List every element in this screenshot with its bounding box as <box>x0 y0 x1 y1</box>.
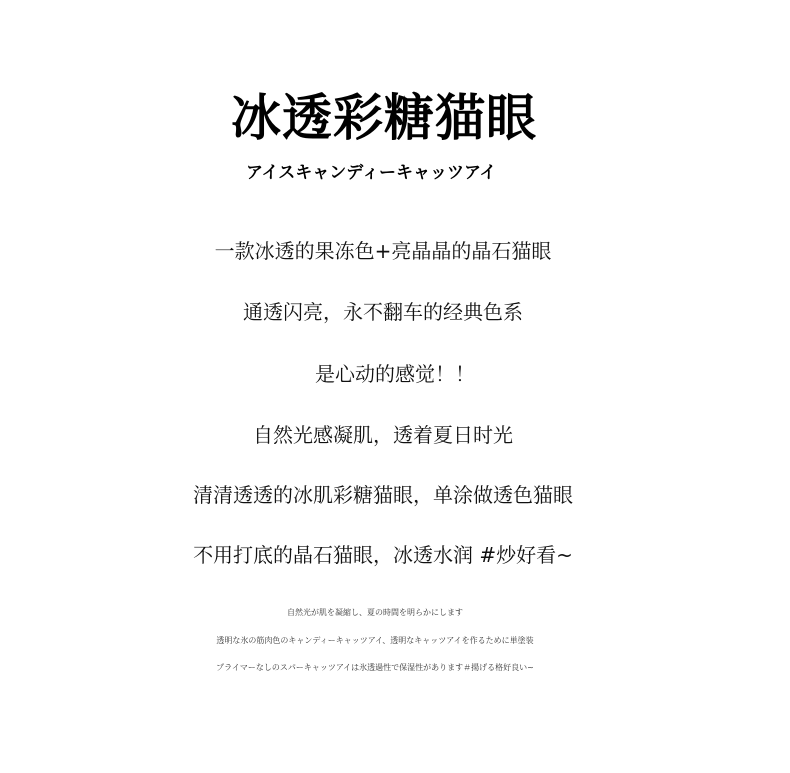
page-title-text: 冰透彩糖猫眼 <box>231 89 537 147</box>
page-title <box>0 89 790 147</box>
body-line-6: 不用打底的晶石猫眼，冰透水润 #炒好看~ <box>193 543 573 567</box>
japanese-line-2: 透明な氷の筋肉色のキャンディーキャッツアイ、透明なキャッツアイを作るために単塗装 <box>216 636 534 645</box>
body-line-2: 通透闪亮，永不翻车的经典色系 <box>243 300 523 324</box>
page-subtitle: アイスキャンディーキャッツアイ <box>246 163 497 183</box>
body-line-4: 自然光感凝肌，透着夏日时光 <box>253 423 513 447</box>
japanese-line-1: 自然光が肌を凝縮し、夏の時間を明らかにします <box>287 608 463 617</box>
japanese-line-3: プライマーなしのスパーキャッツアイは氷透過性で保湿性があります＃揚げる格好良い~ <box>216 663 534 672</box>
body-line-1: 一款冰透的果冻色+亮晶晶的晶石猫眼 <box>214 239 552 263</box>
body-line-3: 是心动的感觉！！ <box>315 362 475 386</box>
body-line-5: 清清透透的冰肌彩糖猫眼，单涂做透色猫眼 <box>193 483 573 507</box>
